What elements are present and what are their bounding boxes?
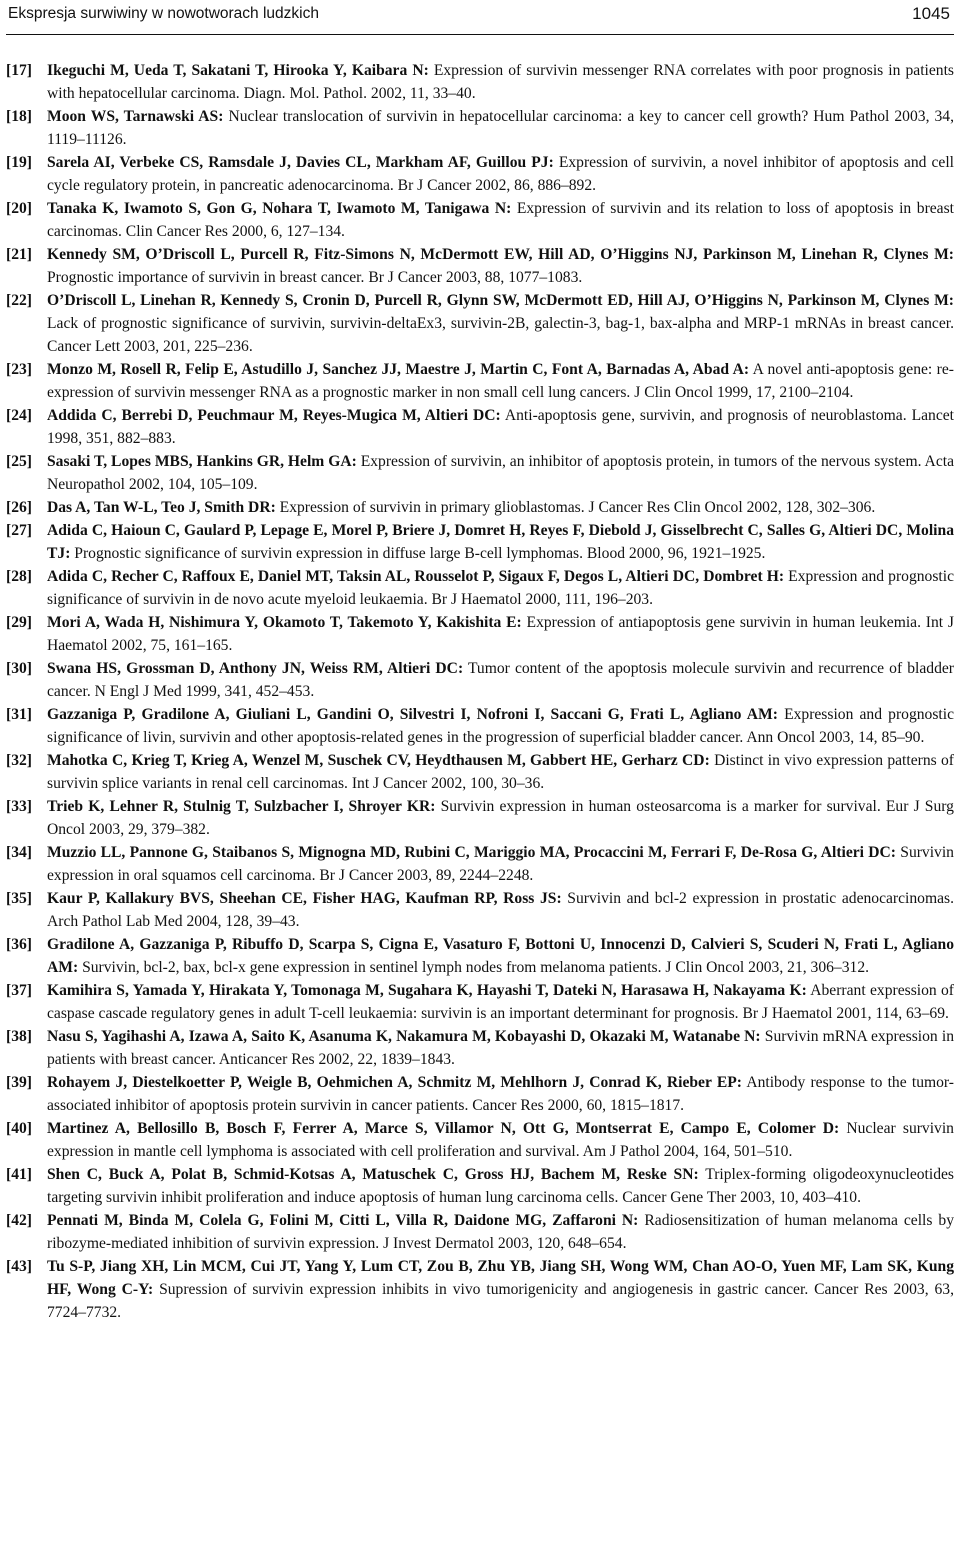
reference-item — [6, 1071, 954, 1117]
reference-item — [6, 1209, 954, 1255]
reference-item — [6, 933, 954, 979]
reference-list — [6, 59, 954, 1324]
reference-number: [23] — [6, 361, 32, 378]
reference-authors: Ikeguchi M, Ueda T, Sakatani T, Hirooka Y, Kaibara N: — [47, 62, 429, 79]
reference-citation: Expression and prognostic significance of survivin in de novo acute myeloid leukaemia. Br J Haematol 2000, 111, 196–203. — [47, 568, 954, 608]
reference-number: [31] — [6, 706, 32, 723]
reference-citation: Expression of survivin in primary glioblastomas. J Cancer Res Clin Oncol 2002, 128, 302–306. — [275, 499, 876, 516]
reference-number: [40] — [6, 1120, 32, 1137]
reference-item — [6, 749, 954, 795]
reference-number: [17] — [6, 62, 32, 79]
reference-authors: Adida C, Recher C, Raffoux E, Daniel MT, Taksin AL, Rousselot P, Sigaux F, Degos L, Altieri DC, Dombret H: — [47, 568, 785, 585]
reference-authors: Addida C, Berrebi D, Peuchmaur M, Reyes-Mugica M, Altieri DC: — [47, 407, 501, 424]
reference-item — [6, 404, 954, 450]
reference-number: [32] — [6, 752, 32, 769]
reference-authors: Trieb K, Lehner R, Stulnig T, Sulzbacher I, Shroyer KR: — [47, 798, 436, 815]
running-title: Ekspresja surwiwiny w nowotworach ludzkich — [8, 5, 319, 22]
reference-item — [6, 358, 954, 404]
reference-number: [38] — [6, 1028, 32, 1045]
reference-citation: Antibody response to the tumor-associated inhibitor of apoptosis protein survivin in cancer patients. Cancer Res 2000, 60, 1815–1817. — [47, 1074, 955, 1114]
reference-citation: Prognostic significance of survivin expression in diffuse large B-cell lymphomas. Blood 2000, 96, 1921–1925. — [70, 545, 766, 562]
reference-item — [6, 887, 954, 933]
reference-number: [27] — [6, 522, 32, 539]
reference-citation: Survivin mRNA expression in patients with breast cancer. Anticancer Res 2002, 22, 1839–1843. — [47, 1028, 954, 1068]
reference-item — [6, 1163, 954, 1209]
reference-citation: Radiosensitization of human melanoma cells by ribozyme-mediated inhibition of survivin expression. J Invest Dermatol 2003, 120, 648–654. — [47, 1212, 954, 1252]
reference-authors: Adida C, Haioun C, Gaulard P, Lepage E, Morel P, Briere J, Domret H, Reyes F, Diebold J, Gisselbrecht C, Salles G, Altieri DC, Molina TJ: — [47, 522, 954, 562]
reference-number: [39] — [6, 1074, 32, 1091]
reference-authors: Gazzaniga P, Gradilone A, Giuliani L, Gandini O, Silvestri I, Nofroni I, Saccani G, Frati L, Agliano AM: — [47, 706, 778, 723]
reference-citation: Survivin and bcl-2 expression in prostatic adenocarcinomas. Arch Pathol Lab Med 2004, 128, 39–43. — [47, 890, 954, 930]
reference-item — [6, 496, 954, 519]
reference-item — [6, 565, 954, 611]
reference-number: [29] — [6, 614, 32, 631]
reference-item — [6, 979, 954, 1025]
reference-authors: Gradilone A, Gazzaniga P, Ribuffo D, Scarpa S, Cigna E, Vasaturo F, Bottoni U, Innocenzi D, Calvieri S, Scuderi N, Frati L, Agliano AM: — [47, 936, 954, 976]
reference-citation: Distinct in vivo expression patterns of survivin splice variants in renal cell carcinomas. Int J Cancer 2002, 100, 30–36. — [47, 752, 954, 792]
reference-number: [34] — [6, 844, 32, 861]
reference-item — [6, 519, 954, 565]
reference-authors: Nasu S, Yagihashi A, Izawa A, Saito K, Asanuma K, Nakamura M, Kobayashi D, Okazaki M, Watanabe N: — [47, 1028, 761, 1045]
reference-number: [28] — [6, 568, 32, 585]
reference-item — [6, 197, 954, 243]
reference-item — [6, 1117, 954, 1163]
reference-item — [6, 795, 954, 841]
reference-citation: Expression of survivin, an inhibitor of apoptosis protein, in tumors of the nervous system. Acta Neuropathol 2002, 104, 105–109. — [47, 453, 954, 493]
reference-item — [6, 289, 954, 358]
reference-authors: Kennedy SM, O’Driscoll L, Purcell R, Fitz-Simons N, McDermott EW, Hill AD, O’Higgins NJ, Parkinson M, Linehan R, Clynes M: — [47, 246, 954, 263]
reference-number: [21] — [6, 246, 32, 263]
reference-number: [19] — [6, 154, 32, 171]
reference-item — [6, 841, 954, 887]
reference-citation: Triplex-forming oligodeoxynucleotides targeting survivin inhibit proliferation and induce apoptosis of human lung carcinoma cells. Cancer Gene Ther 2003, 10, 403–410. — [47, 1166, 955, 1206]
reference-authors: Sarela AI, Verbeke CS, Ramsdale J, Davies CL, Markham AF, Guillou PJ: — [47, 154, 554, 171]
reference-authors: Monzo M, Rosell R, Felip E, Astudillo J, Sanchez JJ, Maestre J, Martin C, Font A, Barnadas A, Abad A: — [47, 361, 750, 378]
reference-authors: Martinez A, Bellosillo B, Bosch F, Ferrer A, Marce S, Villamor N, Ott G, Montserrat E, Campo E, Colomer D: — [47, 1120, 840, 1137]
reference-number: [22] — [6, 292, 32, 309]
reference-citation: Survivin, bcl-2, bax, bcl-x gene expression in sentinel lymph nodes from melanoma patients. J Clin Oncol 2003, 21, 306–312. — [78, 959, 870, 976]
running-header — [6, 0, 954, 35]
reference-authors: Kamihira S, Yamada Y, Hirakata Y, Tomonaga M, Sugahara K, Hayashi T, Dateki N, Harasawa H, Nakayama K: — [47, 982, 807, 999]
reference-item — [6, 657, 954, 703]
reference-item — [6, 59, 954, 105]
reference-authors: Pennati M, Binda M, Colela G, Folini M, Citti L, Villa R, Daidone MG, Zaffaroni N: — [47, 1212, 639, 1229]
reference-authors: Kaur P, Kallakury BVS, Sheehan CE, Fisher HAG, Kaufman RP, Ross JS: — [47, 890, 562, 907]
reference-item — [6, 1255, 954, 1324]
reference-citation: Expression of survivin messenger RNA correlates with poor prognosis in patients with hepatocellular carcinoma. Diagn. Mol. Pathol. 2002, 11, 33–40. — [47, 62, 954, 102]
reference-number: [18] — [6, 108, 32, 125]
reference-number: [41] — [6, 1166, 32, 1183]
reference-authors: Swana HS, Grossman D, Anthony JN, Weiss RM, Altieri DC: — [47, 660, 464, 677]
reference-authors: Mahotka C, Krieg T, Krieg A, Wenzel M, Suschek CV, Heydthausen M, Gabbert HE, Gerharz CD: — [47, 752, 710, 769]
reference-item — [6, 611, 954, 657]
reference-citation: Expression of survivin and its relation to loss of apoptosis in breast carcinomas. Clin Cancer Res 2000, 6, 127–134. — [47, 200, 955, 240]
reference-number: [37] — [6, 982, 32, 999]
reference-number: [36] — [6, 936, 32, 953]
reference-authors: Tu S-P, Jiang XH, Lin MCM, Cui JT, Yang Y, Lum CT, Zou B, Zhu YB, Jiang SH, Wong WM, Chan AO-O, Yuen MF, Lam SK, Kung HF, Wong C-Y: — [47, 1258, 954, 1298]
reference-number: [30] — [6, 660, 32, 677]
reference-item — [6, 1025, 954, 1071]
reference-citation: Tumor content of the apoptosis molecule survivin and recurrence of bladder cancer. N Engl J Med 1999, 341, 452–453. — [47, 660, 954, 700]
reference-number: [24] — [6, 407, 32, 424]
reference-citation: Prognostic importance of survivin in breast cancer. Br J Cancer 2003, 88, 1077–1083. — [47, 269, 583, 286]
reference-item — [6, 105, 954, 151]
reference-authors: Sasaki T, Lopes MBS, Hankins GR, Helm GA: — [47, 453, 357, 470]
reference-authors: Muzzio LL, Pannone G, Staibanos S, Mignogna MD, Rubini C, Mariggio MA, Procaccini M, Ferrari F, De-Rosa G, Altieri DC: — [47, 844, 896, 861]
reference-citation: Survivin expression in oral squamos cell carcinoma. Br J Cancer 2003, 89, 2244–2248. — [47, 844, 954, 884]
reference-authors: O’Driscoll L, Linehan R, Kennedy S, Cronin D, Purcell R, Glynn SW, McDermott ED, Hill AJ, O’Higgins N, Parkinson M, Clynes M: — [47, 292, 954, 309]
reference-number: [20] — [6, 200, 32, 217]
reference-item — [6, 703, 954, 749]
reference-citation: Expression of survivin, a novel inhibitor of apoptosis and cell cycle regulatory protein, in pancreatic adenocarcinoma. Br J Cancer 2002, 86, 886–892. — [47, 154, 954, 194]
page-number: 1045 — [912, 4, 950, 23]
reference-citation: Supression of survivin expression inhibits in vivo tumorigenicity and angiogenesis in gastric cancer. Cancer Res 2003, 63, 7724–7732. — [47, 1281, 954, 1321]
reference-item — [6, 151, 954, 197]
reference-citation: Anti-apoptosis gene, survivin, and prognosis of neuroblastoma. Lancet 1998, 351, 882–883. — [47, 407, 954, 447]
reference-authors: Das A, Tan W-L, Teo J, Smith DR: — [47, 499, 276, 516]
reference-authors: Mori A, Wada H, Nishimura Y, Okamoto T, Takemoto Y, Kakishita E: — [47, 614, 522, 631]
reference-authors: Moon WS, Tarnawski AS: — [47, 108, 224, 125]
reference-citation: Aberrant expression of caspase cascade regulatory genes in adult T-cell leukaemia: survivin is an important determinant for prognosis. Br J Haematol 2001, 114, 63–69. — [47, 982, 955, 1022]
reference-citation: Lack of prognostic significance of survivin, survivin-deltaEx3, survivin-2B, galectin-3, bag-1, bax-alpha and MRP-1 mRNAs in breast cancer. Cancer Lett 2003, 201, 225–236. — [47, 315, 954, 355]
reference-authors: Tanaka K, Iwamoto S, Gon G, Nohara T, Iwamoto M, Tanigawa N: — [47, 200, 512, 217]
reference-citation: Expression of antiapoptosis gene survivin in human leukemia. Int J Haematol 2002, 75, 161–165. — [47, 614, 954, 654]
reference-number: [43] — [6, 1258, 32, 1275]
reference-authors: Rohayem J, Diestelkoetter P, Weigle B, Oehmichen A, Schmitz M, Mehlhorn J, Conrad K, Rieber EP: — [47, 1074, 742, 1091]
reference-citation: A novel anti-apoptosis gene: re-expression of survivin messenger RNA as a prognostic marker in non small cell lung cancers. J Clin Oncol 1999, 17, 2100–2104. — [47, 361, 954, 401]
reference-citation: Nuclear translocation of survivin in hepatocellular carcinoma: a key to cancer cell growth? Hum Pathol 2003, 34, 1119–11126. — [47, 108, 954, 148]
reference-authors: Shen C, Buck A, Polat B, Schmid-Kotsas A, Matuschek C, Gross HJ, Bachem M, Reske SN: — [47, 1166, 699, 1183]
reference-number: [25] — [6, 453, 32, 470]
reference-citation: Nuclear survivin expression in mantle cell lymphoma is associated with cell proliferation and survival. Am J Pathol 2004, 164, 501–510. — [47, 1120, 954, 1160]
reference-number: [42] — [6, 1212, 32, 1229]
reference-citation: Survivin expression in human osteosarcoma is a marker for survival. Eur J Surg Oncol 2003, 29, 379–382. — [47, 798, 954, 838]
reference-citation: Expression and prognostic significance of livin, survivin and other apoptosis-related genes in the progression of superficial bladder cancer. Ann Oncol 2003, 14, 85–90. — [47, 706, 955, 746]
reference-number: [33] — [6, 798, 32, 815]
reference-item — [6, 450, 954, 496]
reference-item — [6, 243, 954, 289]
reference-number: [35] — [6, 890, 32, 907]
reference-number: [26] — [6, 499, 32, 516]
